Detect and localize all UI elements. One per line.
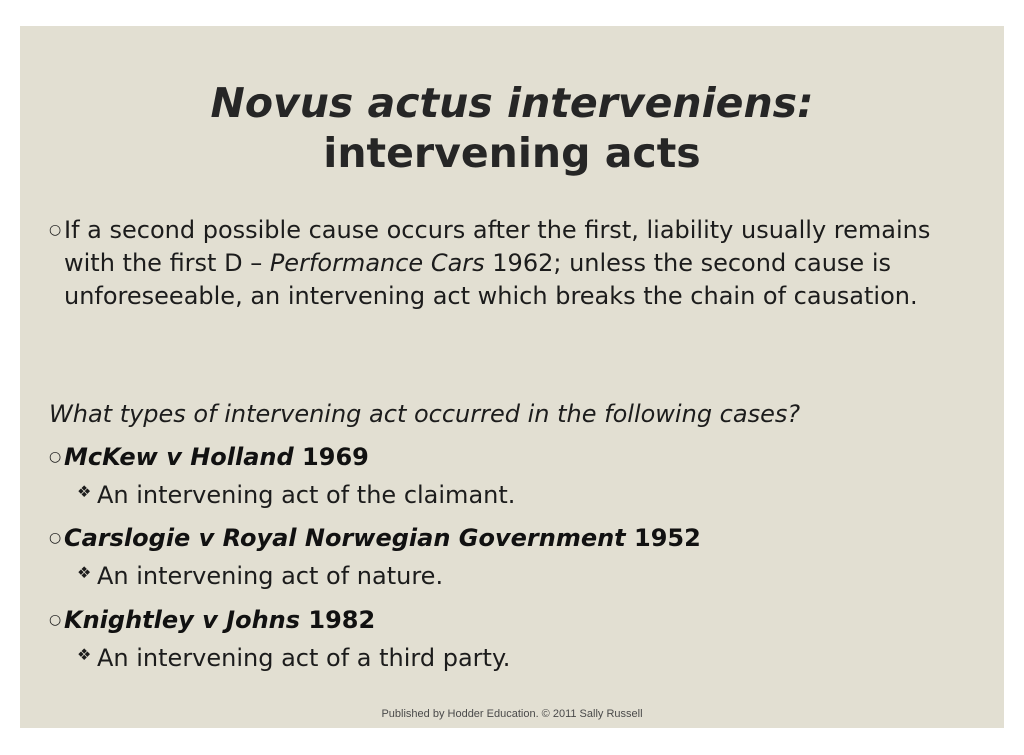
intro-paragraph — [49, 214, 976, 313]
case-name: Carslogie v Royal Norwegian Government — [64, 524, 626, 552]
case-answer — [77, 479, 516, 512]
intro-text-before: If a second possible cause occurs after the first, liability usually remains with the first D – — [64, 216, 931, 277]
case-year: 1969 — [293, 443, 369, 471]
hollow-circle-bullet-icon: ○ — [49, 612, 62, 628]
footer-credit: Published by Hodder Education. © 2011 Sally Russell — [381, 708, 643, 720]
case-year: 1982 — [300, 606, 376, 634]
case-answer-text: An intervening act of a third party. — [97, 644, 511, 672]
question-text: What types of intervening act occurred in the following cases? — [49, 400, 801, 428]
hollow-circle-bullet-icon: ○ — [49, 222, 62, 238]
slide — [20, 26, 1004, 728]
case-answer — [77, 642, 511, 675]
case-answer-text: An intervening act of nature. — [97, 562, 444, 590]
intro-text-after: 1962; unless the second cause is unforeseeable, an intervening act which breaks the chain of causation. — [64, 249, 918, 310]
four-diamond-bullet-icon: ❖ — [77, 563, 92, 582]
four-diamond-bullet-icon: ❖ — [77, 645, 92, 664]
case-item — [49, 604, 376, 637]
case-name: McKew v Holland — [64, 443, 294, 471]
intro-case-name: Performance Cars — [269, 249, 485, 277]
title-line-2: intervening acts — [323, 129, 701, 177]
case-item — [49, 441, 369, 474]
hollow-circle-bullet-icon: ○ — [49, 530, 62, 546]
hollow-circle-bullet-icon: ○ — [49, 449, 62, 465]
case-item — [49, 522, 701, 555]
title-line-1: Novus actus interveniens: — [210, 79, 814, 127]
case-answer-text: An intervening act of the claimant. — [97, 481, 516, 509]
slide-title — [20, 78, 1004, 178]
case-answer — [77, 560, 444, 593]
case-name: Knightley v Johns — [64, 606, 301, 634]
four-diamond-bullet-icon: ❖ — [77, 482, 92, 501]
case-year: 1952 — [625, 524, 701, 552]
